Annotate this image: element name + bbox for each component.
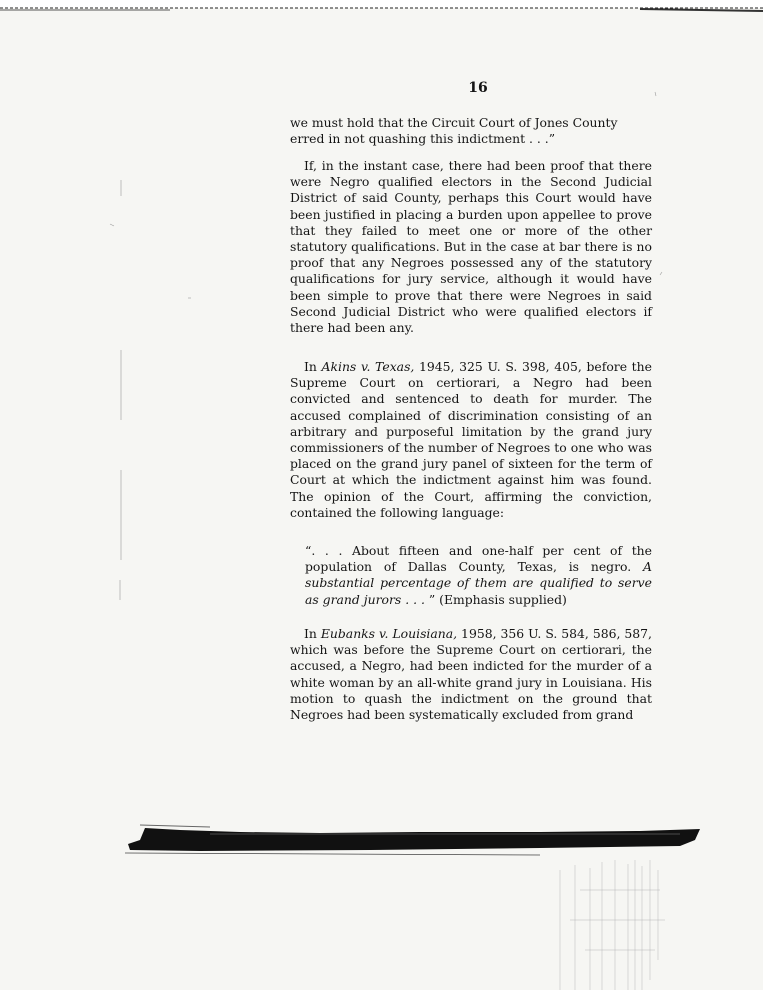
scan-noise (540, 860, 690, 990)
paragraph-text (290, 626, 652, 723)
quote-plain: “. . . About fifteen and one-half per cent of the population of Dallas County, Texas, is negro. (305, 543, 652, 575)
quote-end: ” (Emphasis supplied) (424, 591, 567, 607)
paragraph-akins (290, 359, 652, 521)
block-quote (305, 543, 652, 608)
paragraph-body: 1958, 356 U. S. 584, 586, 587, which was before the Supreme Court on certiorari, the accused, a Negro, had been indicted for the murder of a white woman by an all-white grand jury in Louisiana. His motion to quash the indictment on the ground that Negroes had been systematically excluded from grand (290, 626, 652, 723)
paragraph-prefix: In (304, 359, 322, 374)
paragraph-text (290, 359, 652, 521)
page-number: 16 (468, 80, 488, 96)
paragraph-line: we must hold that the Circuit Court of Jones County (290, 115, 618, 130)
quote-emphasis: A substantial percentage of them are qualified to serve as grand jurors . . . (305, 559, 652, 607)
paragraph-prefix: In (304, 626, 321, 641)
quote-text (305, 543, 652, 608)
paragraph-eubanks (290, 626, 652, 723)
paragraph-body: 1945, 325 U. S. 398, 405, before the Supreme Court on certiorari, a Negro had been convicted and sentenced to death for murder. The accused complained of discrimination consisting of an arbitrary and purposeful limitation by the grand jury commissioners of the number of Negroes to one who was placed on the grand jury panel of sixteen for the term of Court at which the indictment against him was found. The opinion of the Court, affirming the conviction, contained the following language: (290, 359, 652, 520)
scan-top-edge (0, 0, 763, 14)
paragraph-instant-case (290, 158, 652, 336)
paragraph-text: If, in the instant case, there had been proof that there were Negro qualified electors in the Second Judicial District of said County, perhaps this Court would have been justified in placing a burden upon appellee to prove that they failed to meet one or more of the other statutory qualifications. But in the case at bar there is no proof that any Negroes possessed any of the statutory qualifications for jury service, although it would have been simple to prove that there were Negroes in said Second Judicial District who were qualified electors if there had been any. (290, 158, 652, 336)
case-citation: Akins v. Texas, (321, 359, 415, 374)
paragraph-line: erred in not quashing this indictment . . .” (290, 131, 556, 147)
case-citation: Eubanks v. Louisiana, (320, 626, 458, 641)
paragraph-continuation (290, 115, 652, 147)
